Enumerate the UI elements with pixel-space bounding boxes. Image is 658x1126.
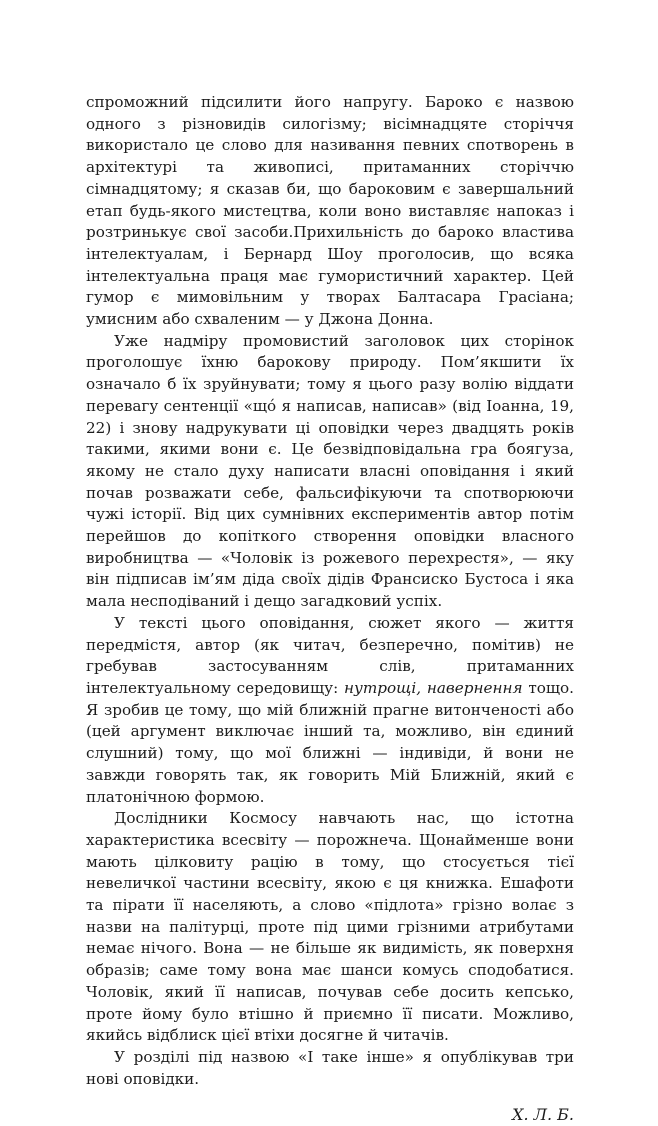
paragraph-2: Уже надміру промовистий заголовок цих сторінок проголошує їхню барокову природу. Пом’якшити їх означало б їх зруйнувати; тому я цього разу волію віддати перевагу сентенції «що́ я написав, написав» (від Іоанна, 19, 22) і знову надрукувати ці оповідки через двадцять років такими, якими вони є. Це безвідповідальна гра боягуза, якому не стало духу написати власні оповідання і який почав розважати себе, фальсифікуючи та спотворюючи чужі історії. Від цих сумнівних експериментів автор потім перейшов до копіткого створення оповідки власного виробництва — «Чоловік із рожевого перехрестя», — яку він підписав ім’ям діда своїх дідів Франсиско Бустоса і яка мала несподіваний і дещо загадковий успіх. [86, 331, 574, 611]
paragraph-5: У розділі під назвою «І таке інше» я опублікував три нові оповідки. [86, 1047, 574, 1088]
paragraph-3-italic-terms: нутрощі, навернення [344, 678, 523, 697]
paragraph-3-end: тощо. Я зробив це тому, що мій ближній прагне витонченості або (цей аргумент виключає інший та, можливо, він єдиний слушний) тому, що мої ближні — індивіди, й вони не завжди говорять так, як говорить Мій Ближній, який є платонічною формою. [86, 678, 574, 806]
paragraph-1: спроможний підсилити його напругу. Бароко є назвою одного з різновидів силогізму; вісімнадцяте сторіччя використало це слово для називання певних спотворень в архітектурі та живописі, притаманних сторіччю сімнадцятому; я сказав би, що бароковим є завершальний етап будь-якого мистецтва, коли воно виставляє напоказ і розтринькує свої засоби.Прихильність до бароко властива інтелектуалам, і Бернард Шоу проголосив, що всяка інтелектуальна праця має гумористичний характер. Цей гумор є мимовільним у творах Балтасара Грасіана; умисним або схваленим — у Джона Донна. [86, 93, 574, 329]
paragraph-3-start: У тексті цього оповідання, сюжет якого — життя передмістя, автор (як читач, безперечно, помітив) не гребував застосуванням слів, притаманних інтелектуальному середовищу: [86, 613, 574, 697]
author-initials-signature: Х. Л. Б. [512, 1105, 574, 1125]
paragraph-4: Дослідники Космосу навчають нас, що істотна характеристика всесвіту — порожнеча. Щонайменше вони мають цілковиту рацію в тому, що стосується тієї невеличкої частини всесвіту, якою є ця книжка. Ешафоти та пірати її населяють, а слово «підлота» грізно волає з назви на палітурці, проте під цими грізними атрибутами немає нічого. Вона — не більше як видимість, як поверхня образів; саме тому вона має шанси комусь сподобатися. Чоловік, який її написав, почував себе досить кепсько, проте йому було втішно й приємно її писати. Можливо, якийсь відблиск цієї втіхи досягне й читачів. [86, 809, 574, 1045]
document-page [86, 92, 574, 1126]
paragraph-3 [86, 613, 574, 808]
